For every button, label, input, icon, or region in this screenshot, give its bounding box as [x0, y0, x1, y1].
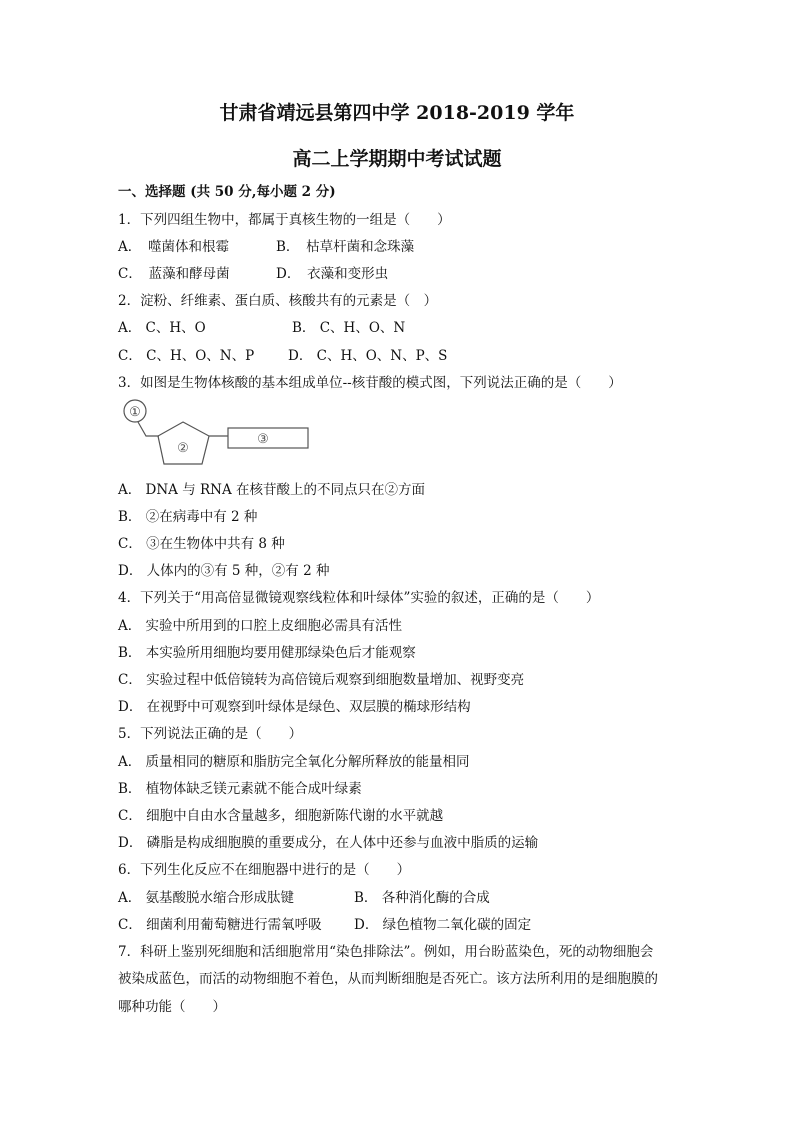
question-1-option-c: C． 蓝藻和酵母菌: [118, 266, 230, 282]
question-4-option-c: C． 实验过程中低倍镜转为高倍镜后观察到细胞数量增加、视野变亮: [118, 672, 525, 688]
question-1-option-b: B． 枯草杆菌和念珠藻: [276, 239, 415, 255]
question-5-option-d: D． 磷脂是构成细胞膜的重要成分，在人体中还参与血液中脂质的运输: [118, 835, 539, 851]
nucleotide-diagram: [118, 396, 318, 476]
question-3-option-d: D． 人体内的③有 5 种，②有 2 种: [118, 563, 330, 579]
question-1-option-d: D． 衣藻和变形虫: [276, 266, 389, 282]
section-heading: 一、选择题 (共 50 分,每小题 2 分): [118, 184, 336, 200]
question-6-option-a: A． 氨基酸脱水缩合形成肽键: [118, 890, 295, 906]
question-1-stem: 1．下列四组生物中，都属于真核生物的一组是（ ）: [118, 212, 451, 228]
question-4-option-b: B． 本实验所用细胞均要用健那绿染色后才能观察: [118, 645, 416, 661]
question-2-option-a: A． C、H、O: [118, 320, 206, 336]
question-4-option-a: A． 实验中所用到的口腔上皮细胞必需具有活性: [118, 618, 403, 634]
question-2-stem: 2．淀粉、纤维素、蛋白质、核酸共有的元素是（ ）: [118, 293, 438, 309]
question-1-option-a: A． 噬菌体和根霉: [118, 239, 229, 255]
exam-title-line2: 高二上学期期中考试试题: [292, 148, 502, 170]
question-7-stem-line3: 哪种功能（ ）: [118, 999, 226, 1015]
question-6-stem: 6．下列生化反应不在细胞器中进行的是（ ）: [118, 862, 411, 878]
question-4-option-d: D． 在视野中可观察到叶绿体是绿色、双层膜的椭球形结构: [118, 699, 471, 715]
question-2-option-b: B． C、H、O、N: [292, 320, 406, 336]
question-6-option-d: D． 绿色植物二氧化碳的固定: [354, 917, 532, 933]
phosphate-bond: [138, 422, 159, 436]
question-3-option-b: B． ②在病毒中有 2 种: [118, 509, 258, 525]
question-3-option-c: C． ③在生物体中共有 8 种: [118, 536, 285, 552]
question-5-option-c: C． 细胞中自由水含量越多，细胞新陈代谢的水平就越: [118, 808, 444, 824]
question-2-option-c: C． C、H、O、N、P: [118, 348, 255, 364]
question-7-stem-line2: 被染成蓝色，而活的动物细胞不着色，从而判断细胞是否死亡。该方法所利用的是细胞膜的: [118, 971, 658, 987]
label-phosphate: ①: [129, 405, 141, 420]
question-3-stem: 3．如图是生物体核酸的基本组成单位--核苷酸的模式图，下列说法正确的是（ ）: [118, 375, 622, 391]
question-4-stem: 4．下列关于“用高倍显微镜观察线粒体和叶绿体”实验的叙述，正确的是（ ）: [118, 590, 600, 606]
question-7-stem-line1: 7．科研上鉴别死细胞和活细胞常用“染色排除法”。例如，用台盼蓝染色，死的动物细胞会: [118, 944, 654, 960]
question-3-option-a: A． DNA 与 RNA 在核苷酸上的不同点只在②方面: [118, 482, 426, 498]
question-5-option-a: A． 质量相同的糖原和脂肪完全氧化分解所释放的能量相同: [118, 754, 470, 770]
question-5-option-b: B． 植物体缺乏镁元素就不能合成叶绿素: [118, 781, 362, 797]
question-6-option-c: C． 细菌利用葡萄糖进行需氧呼吸: [118, 917, 322, 933]
question-6-option-b: B． 各种消化酶的合成: [354, 890, 490, 906]
question-2-option-d: D． C、H、O、N、P、S: [288, 348, 448, 364]
exam-title-line1: 甘肃省靖远县第四中学 2018-2019 学年: [219, 102, 575, 124]
label-base: ③: [257, 432, 269, 447]
label-pentose: ②: [177, 441, 189, 456]
question-5-stem: 5．下列说法正确的是（ ）: [118, 726, 303, 742]
